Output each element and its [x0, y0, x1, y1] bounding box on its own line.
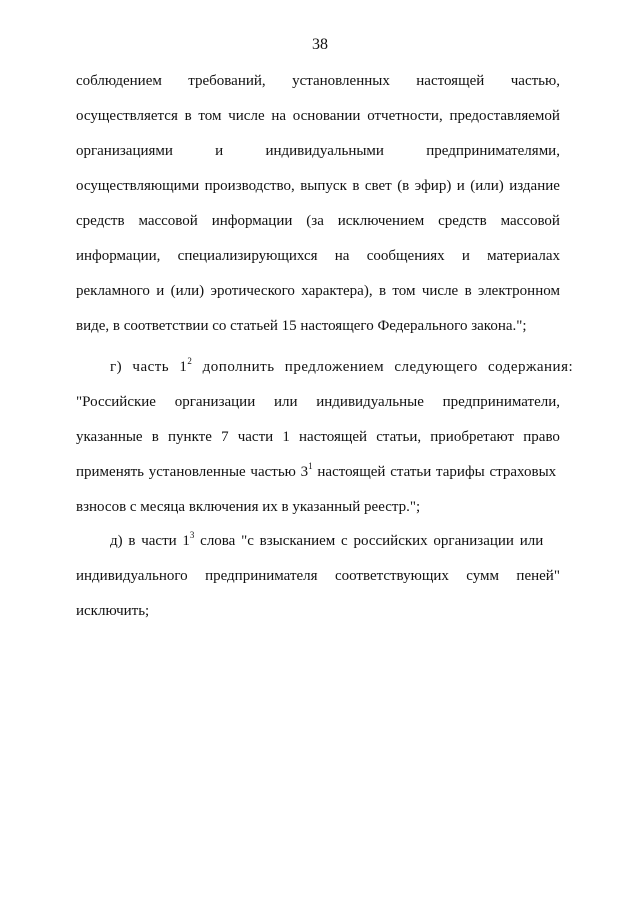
word: свет: [364, 178, 392, 194]
word: массовой: [138, 213, 198, 229]
word: и: [461, 248, 470, 264]
word: том: [198, 108, 222, 124]
word: эротического: [210, 283, 295, 299]
word: указанные: [76, 429, 143, 445]
word: статьи,: [376, 429, 422, 445]
word: массовой: [500, 213, 560, 229]
word: отчетности,: [367, 108, 443, 124]
word: настоящей: [299, 429, 368, 445]
word: выпуск: [300, 178, 347, 194]
page-number: 38: [312, 36, 328, 53]
word: в: [464, 283, 472, 299]
word: (или): [170, 283, 205, 299]
word: в: [151, 429, 159, 445]
word: и: [456, 178, 465, 194]
word: информации,: [76, 248, 161, 264]
word: исключением: [337, 213, 425, 229]
p1-line-1: [76, 71, 560, 91]
p2-line-4: [76, 462, 560, 482]
word: в: [184, 108, 192, 124]
p1-line-7: [76, 281, 560, 301]
word: на: [334, 248, 350, 264]
word: предприниматели,: [442, 394, 560, 410]
word: соблюдением: [76, 73, 162, 89]
word: (за: [306, 213, 324, 229]
word: на: [271, 108, 287, 124]
word: установленных: [292, 73, 390, 89]
word: пеней": [516, 568, 560, 584]
word: организации: [174, 394, 256, 410]
word: электронном: [478, 283, 560, 299]
p1-line-4: [76, 176, 560, 196]
word: индивидуальными: [265, 143, 384, 159]
word: предпринимателями,: [426, 143, 560, 159]
word: частью,: [510, 73, 560, 89]
word: том: [392, 283, 416, 299]
p3-line-1: [76, 531, 560, 551]
text-fragment: применять установленные частью 3: [76, 464, 309, 480]
word: индивидуального: [76, 568, 188, 584]
p3-line-2: [76, 566, 560, 586]
p1-line-8: виде, в соответствии со статьей 15 настоящего Федерального закона.";: [76, 318, 527, 334]
word: соответствующих: [334, 568, 449, 584]
p2-line-1: [76, 356, 574, 377]
text-fragment: дополнить предложением следующего содержания:: [192, 359, 574, 375]
word: 1: [282, 429, 290, 445]
p1-line-2: [76, 106, 560, 126]
word: и: [156, 283, 165, 299]
word: (или): [470, 178, 504, 194]
word: основании: [292, 108, 361, 124]
word: осуществляющими: [76, 178, 200, 194]
word: приобретают: [430, 429, 515, 445]
word: характера),: [301, 283, 373, 299]
text-fragment: настоящей статьи тарифы страховых: [312, 464, 557, 480]
p2-line-3: [76, 427, 560, 447]
word: предоставляемой: [449, 108, 560, 124]
word: осуществляется: [76, 108, 178, 124]
word: настоящей: [416, 73, 485, 89]
word: в: [352, 178, 360, 194]
word: пункте: [168, 429, 212, 445]
p3-line-3: исключить;: [76, 603, 150, 619]
word: части: [237, 429, 274, 445]
text-fragment: г) часть 1: [110, 359, 188, 375]
text-fragment: д) в части 1: [110, 533, 190, 549]
superscript: 3: [189, 530, 195, 540]
word: числе: [421, 283, 459, 299]
word: эфир): [414, 178, 452, 194]
word: сообщениях: [366, 248, 445, 264]
p1-line-3: [76, 141, 560, 161]
p2-line-2: [76, 392, 560, 412]
word: рекламного: [76, 283, 150, 299]
word: материалах: [487, 248, 560, 264]
word: право: [523, 429, 560, 445]
word: требований,: [188, 73, 266, 89]
p1-line-5: [76, 211, 560, 231]
word: сумм: [466, 568, 500, 584]
word: специализирующихся: [177, 248, 318, 264]
word: или: [273, 394, 298, 410]
superscript: 1: [308, 461, 313, 471]
superscript: 2: [187, 356, 193, 366]
word: издание: [509, 178, 560, 194]
word: числе: [228, 108, 265, 124]
word: и: [215, 143, 224, 159]
text-fragment: слова "с взысканием с российских организации или: [194, 533, 544, 549]
word: "Российские: [76, 394, 156, 410]
word: в: [378, 283, 387, 299]
word: информации: [211, 213, 293, 229]
word: средств: [76, 213, 125, 229]
word: 7: [221, 429, 229, 445]
word: производство,: [204, 178, 295, 194]
p2-line-5: взносов с месяца включения их в указанный реестр.";: [76, 499, 421, 515]
word: организациями: [76, 143, 173, 159]
word: предпринимателя: [205, 568, 318, 584]
word: средств: [438, 213, 487, 229]
word: индивидуальные: [316, 394, 424, 410]
p1-line-6: [76, 246, 560, 266]
word: (в: [397, 178, 410, 194]
